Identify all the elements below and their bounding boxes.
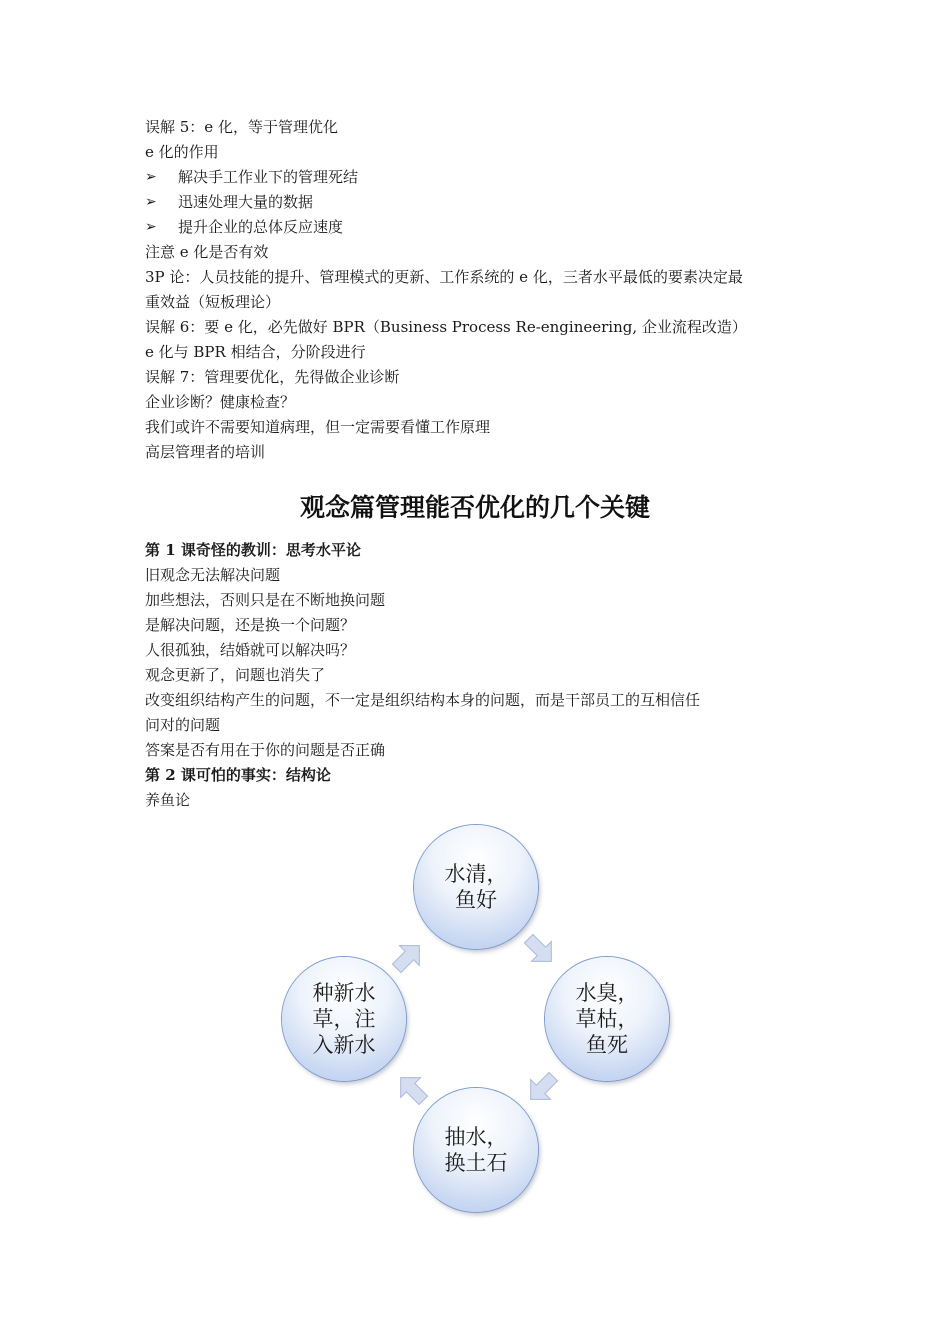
text-line: 高层管理者的培训	[145, 443, 266, 461]
text-line: 问对的问题	[145, 716, 221, 734]
cycle-diagram	[270, 815, 690, 1225]
bullet-arrow-icon: ➢	[145, 194, 157, 210]
text-line: 旧观念无法解决问题	[145, 566, 281, 584]
text-line: 答案是否有用在于你的问题是否正确	[145, 741, 386, 759]
cycle-node-label: 种新水 草，注 入新水	[312, 981, 376, 1057]
text-line: 误解 5：e 化，等于管理优化	[145, 118, 338, 136]
lessons-section	[145, 538, 825, 813]
text-line: 养鱼论	[145, 791, 191, 809]
cycle-node-right	[545, 957, 669, 1081]
cycle-node-bottom	[414, 1088, 538, 1212]
lesson-title: 第 1 课奇怪的教训：思考水平论	[145, 541, 361, 559]
bullet-arrow-icon: ➢	[145, 219, 157, 235]
top-section	[145, 115, 825, 465]
cycle-node-label: 水臭， 草枯， 鱼死	[575, 981, 639, 1057]
cycle-arrow-icon	[520, 930, 560, 970]
text-line: 误解 6：要 e 化，必先做好 BPR（Business Process Re-engineering, 企业流程改造）	[145, 318, 747, 336]
bullet-item	[145, 165, 825, 190]
text-line: 人很孤独，结婚就可以解决吗？	[145, 641, 356, 659]
cycle-arrow-icon	[522, 1068, 562, 1108]
text-line: 是解决问题，还是换一个问题？	[145, 616, 356, 634]
text-line: 企业诊断？健康检查？	[145, 393, 296, 411]
section-heading: 观念篇管理能否优化的几个关键	[299, 493, 650, 522]
bullet-text: 提升企业的总体反应速度	[178, 218, 344, 236]
text-line: 观念更新了，问题也消失了	[145, 666, 326, 684]
cycle-arrow-icon	[392, 1069, 432, 1109]
cycle-node-label: 水清， 鱼好	[444, 862, 508, 912]
cycle-arrow-icon	[388, 937, 428, 977]
text-line: 重效益（短板理论）	[145, 293, 281, 311]
cycle-node-label: 抽水， 换土石	[444, 1125, 508, 1175]
text-line: 改变组织结构产生的问题，不一定是组织结构本身的问题，而是干部员工的互相信任	[145, 691, 701, 709]
text-line: 误解 7：管理要优化，先得做企业诊断	[145, 368, 400, 386]
text-line: 我们或许不需要知道病理，但一定需要看懂工作原理	[145, 418, 491, 436]
bullet-text: 解决手工作业下的管理死结	[178, 168, 359, 186]
bullet-arrow-icon: ➢	[145, 169, 157, 185]
bullet-item	[145, 190, 825, 215]
text-line: 加些想法，否则只是在不断地换问题	[145, 591, 386, 609]
bullet-text: 迅速处理大量的数据	[178, 193, 314, 211]
text-line: 3P 论：人员技能的提升、管理模式的更新、工作系统的 e 化，三者水平最低的要素决定最	[145, 268, 743, 286]
text-line: e 化的作用	[145, 143, 219, 161]
bullet-item	[145, 215, 825, 240]
text-line: 注意 e 化是否有效	[145, 243, 269, 261]
text-line: e 化与 BPR 相结合，分阶段进行	[145, 343, 366, 361]
lesson-title: 第 2 课可怕的事实：结构论	[145, 766, 331, 784]
